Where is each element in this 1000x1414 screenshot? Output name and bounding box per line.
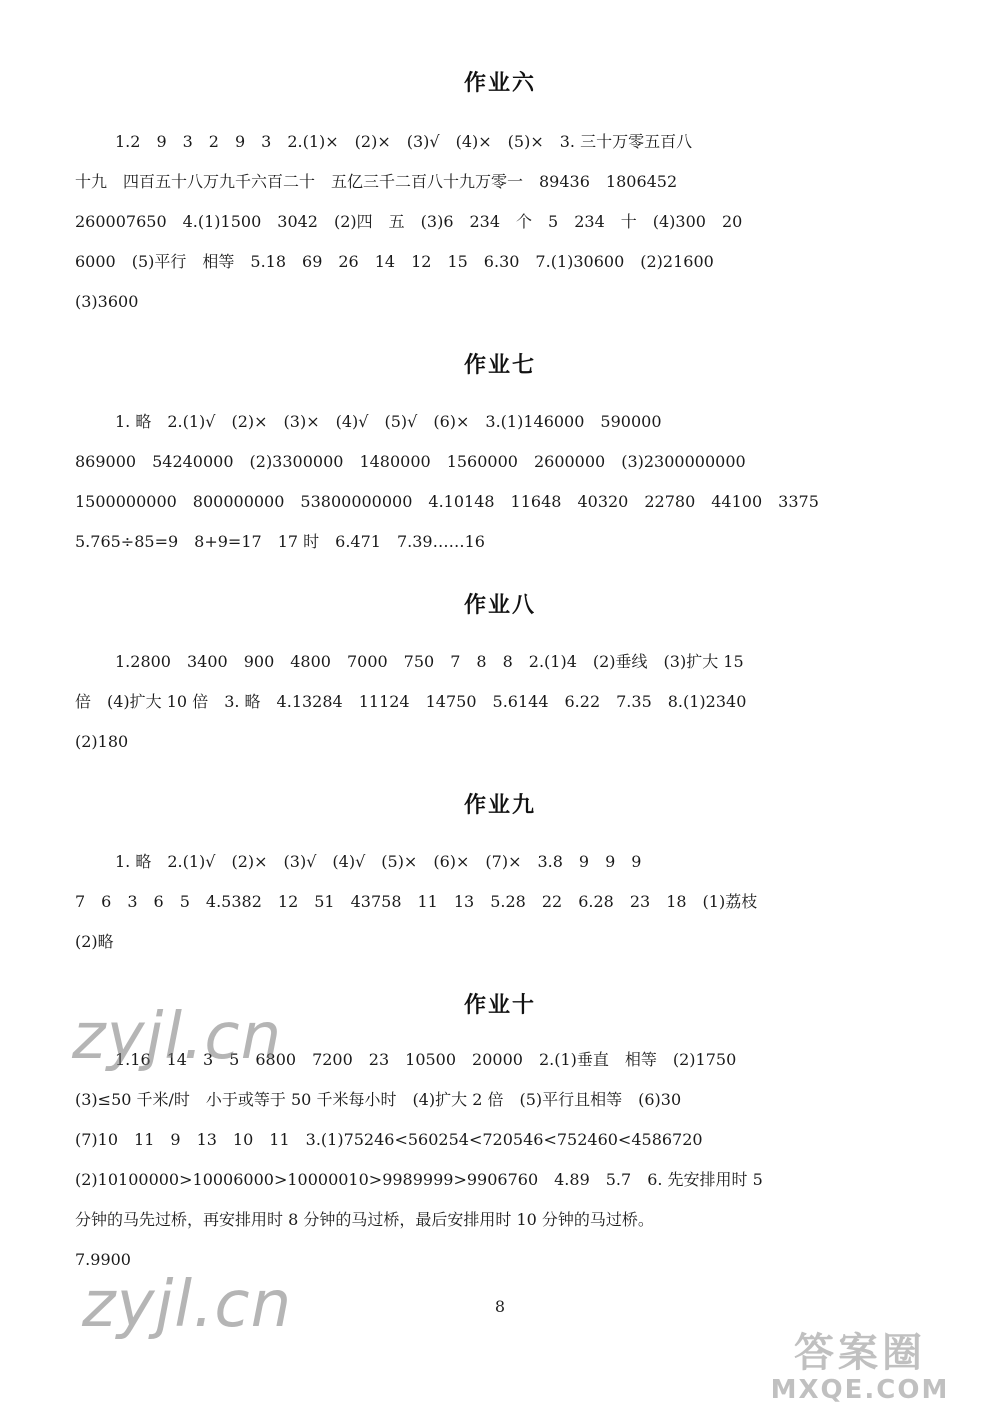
answer-line: 1. 略 2.(1)√ (2)× (3)√ (4)√ (5)× (6)× (7)× 3.8 9 9 9 <box>115 852 642 871</box>
watermark-brand-name: 答案圈 <box>794 1330 926 1376</box>
watermark-brand-url: MXQE.COM <box>770 1375 950 1405</box>
answers-section-6 <box>75 122 935 322</box>
page-number: 8 <box>494 1297 506 1316</box>
answer-line: 1.2800 3400 900 4800 7000 750 7 8 8 2.(1)4 (2)垂线 (3)扩大 15 <box>115 652 744 671</box>
answer-line: 1.2 9 3 2 9 3 2.(1)× (2)× (3)√ (4)× (5)× 3. 三十万零五百八 <box>115 132 693 151</box>
section-title-10: 作业十 <box>463 993 536 1018</box>
answers-section-9 <box>75 842 935 962</box>
answer-line: 869000 54240000 (2)3300000 1480000 1560000 2600000 (3)2300000000 <box>75 452 746 471</box>
answers-section-7 <box>75 402 935 562</box>
answer-line: 分钟的马先过桥，再安排用时 8 分钟的马过桥，最后安排用时 10 分钟的马过桥。 <box>75 1210 654 1229</box>
answers-section-8 <box>75 642 935 762</box>
answer-line: 1. 略 2.(1)√ (2)× (3)× (4)√ (5)√ (6)× 3.(1)146000 590000 <box>115 412 662 431</box>
answer-line: 1500000000 800000000 53800000000 4.10148 11648 40320 22780 44100 3375 <box>75 492 819 511</box>
answer-line: (2)略 <box>75 932 114 951</box>
answer-line: 5.765÷85=9 8+9=17 17 时 6.471 7.39……16 <box>75 532 485 551</box>
answer-line: 6000 (5)平行 相等 5.18 69 26 14 12 15 6.30 7.(1)30600 (2)21600 <box>75 252 714 271</box>
answer-line: (2)180 <box>75 732 129 751</box>
answer-line: 7.9900 <box>75 1250 131 1269</box>
section-title-6: 作业六 <box>463 71 536 96</box>
watermark-site: zyjl.cn <box>72 1000 283 1074</box>
watermark-site: zyjl.cn <box>82 1268 293 1342</box>
answer-line: 十九 四百五十八万九千六百二十 五亿三千二百八十九万零一 89436 1806452 <box>75 172 678 191</box>
answer-line: (2)10100000>10006000>10000010>9989999>9906760 4.89 5.7 6. 先安排用时 5 <box>75 1170 763 1189</box>
section-title-8: 作业八 <box>463 593 536 618</box>
section-title-7: 作业七 <box>463 353 536 378</box>
answer-line: 1.16 14 3 5 6800 7200 23 10500 20000 2.(1)垂直 相等 (2)1750 <box>115 1050 737 1069</box>
answer-line: (7)10 11 9 13 10 11 3.(1)75246<560254<720546<752460<4586720 <box>75 1130 703 1149</box>
answer-line: 260007650 4.(1)1500 3042 (2)四 五 (3)6 234 个 5 234 十 (4)300 20 <box>75 212 743 231</box>
answer-line: (3)≤50 千米/时 小于或等于 50 千米每小时 (4)扩大 2 倍 (5)平行且相等 (6)30 <box>75 1090 682 1109</box>
answers-section-10 <box>75 1040 935 1280</box>
answer-line: (3)3600 <box>75 292 139 311</box>
answer-line: 7 6 3 6 5 4.5382 12 51 43758 11 13 5.28 22 6.28 23 18 (1)荔枝 <box>75 892 758 911</box>
answer-line: 倍 (4)扩大 10 倍 3. 略 4.13284 11124 14750 5.6144 6.22 7.35 8.(1)2340 <box>75 692 747 711</box>
watermark-brand-logo <box>740 1330 980 1410</box>
section-title-9: 作业九 <box>463 793 536 818</box>
